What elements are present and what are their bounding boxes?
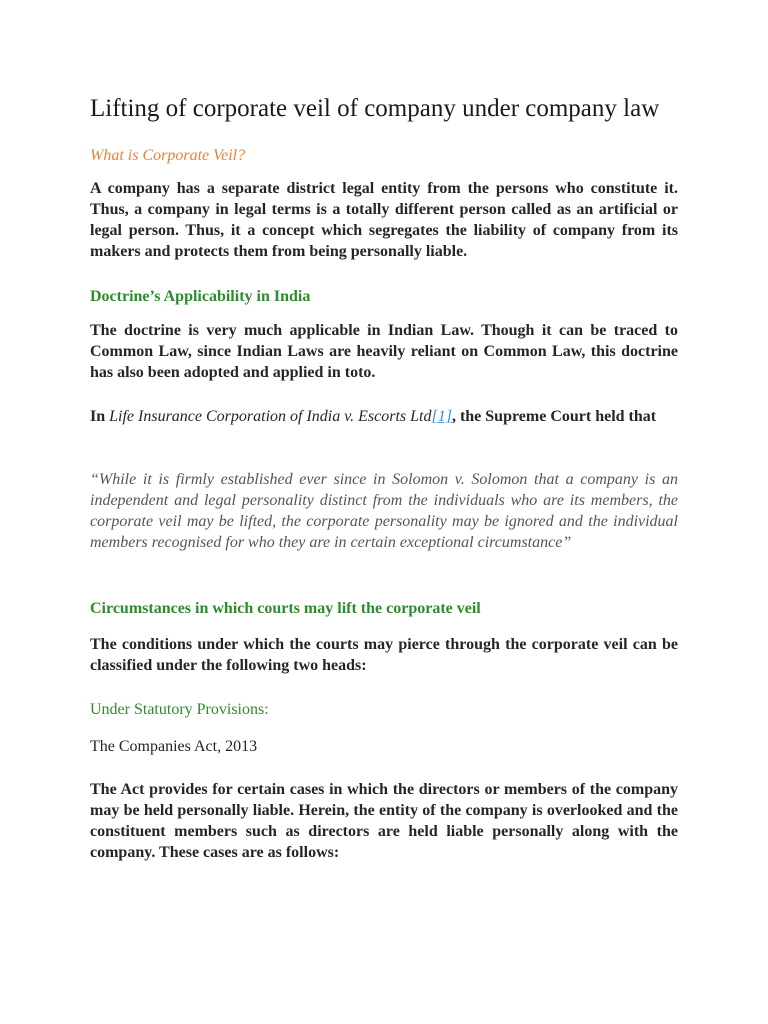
footnote-link[interactable]: [1] [431, 408, 452, 425]
case-name: Life Insurance Corporation of India v. Escorts Ltd [109, 408, 432, 425]
paragraph-act: The Act provides for certain cases in which the directors or members of the company may be held personally liable. Herein, the entity of the company is overlooked and the constituent members such as directors are held liable personally along with the company. These cases are as follows: [90, 781, 678, 861]
paragraph-doctrine: The doctrine is very much applicable in Indian Law. Though it can be traced to Common Law, since Indian Laws are heavily reliant on Common Law, this doctrine has also been adopted and applied in toto. [90, 322, 678, 381]
section-heading-corporate-veil: What is Corporate Veil? [90, 147, 246, 164]
case-suffix: , the Supreme Court held that [451, 408, 657, 425]
case-prefix: In [90, 408, 110, 425]
section-heading-statutory: Under Statutory Provisions: [90, 701, 269, 718]
page-title: Lifting of corporate veil of company under company law [90, 95, 660, 122]
paragraph-case-citation [90, 406, 678, 427]
section-heading-doctrine: Doctrine’s Applicability in India [90, 288, 311, 305]
quote-block: “While it is firmly established ever since in Solomon v. Solomon that a company is an independent and legal personality distinct from the individuals who are its members, the corporate veil may be lifted, the corporate personality may be ignored and the individual members recognised for who they are in certain exceptional circumstance” [90, 471, 678, 551]
companies-act-label: The Companies Act, 2013 [90, 738, 258, 755]
section-heading-circumstances: Circumstances in which courts may lift the corporate veil [90, 600, 481, 617]
paragraph-corporate-veil: A company has a separate district legal entity from the persons who constitute it. Thus, a company in legal terms is a totally different person called as an artificial or legal person. Thus, it a concept which segregates the liability of company from its makers and protects them from being personally liable. [90, 180, 678, 260]
paragraph-circumstances: The conditions under which the courts may pierce through the corporate veil can be classified under the following two heads: [90, 636, 678, 674]
